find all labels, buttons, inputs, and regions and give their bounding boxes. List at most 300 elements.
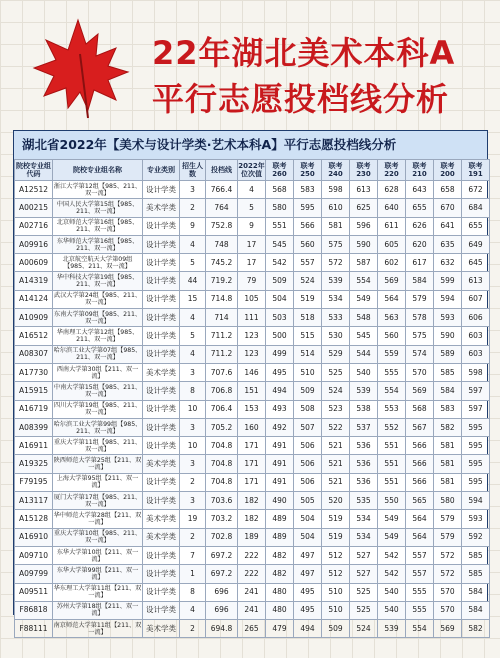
table-cell: 590 <box>434 327 462 345</box>
table-cell: 582 <box>434 418 462 436</box>
table-cell: 527 <box>350 565 378 583</box>
table-cell: 581 <box>322 217 350 235</box>
table-cell: F88111 <box>15 620 53 638</box>
table-cell: 160 <box>238 418 266 436</box>
table-cell: 570 <box>434 583 462 601</box>
table-cell: 584 <box>462 583 490 601</box>
table-cell: 578 <box>406 309 434 327</box>
table-cell: 570 <box>406 363 434 381</box>
table-cell: 4 <box>180 601 206 619</box>
table-cell: 752.8 <box>206 217 238 235</box>
table-row <box>15 309 490 327</box>
table-cell: A09916 <box>15 235 53 253</box>
table-cell: 9 <box>238 217 266 235</box>
table-cell: 540 <box>378 601 406 619</box>
table-cell: 566 <box>406 455 434 473</box>
table-cell: 554 <box>350 272 378 290</box>
table-cell: 15 <box>180 290 206 308</box>
table-cell: 华中师范大学第28组【211、双一流】 <box>53 510 143 528</box>
table-cell: 设计学类 <box>143 583 180 601</box>
table-cell: 3 <box>180 363 206 381</box>
table-cell: 589 <box>434 345 462 363</box>
table-cell: 583 <box>294 181 322 199</box>
table-cell: 533 <box>322 309 350 327</box>
table-cell: 557 <box>294 254 322 272</box>
table-cell: 哈尔滨工业大学第99组【985、211、双一流】 <box>53 418 143 436</box>
table-cell: 华东理工大学第11组【211、双一流】 <box>53 583 143 601</box>
table-cell: 设计学类 <box>143 473 180 491</box>
table-cell: A13117 <box>15 492 53 510</box>
table-cell: 3 <box>180 455 206 473</box>
table-cell: 美术学类 <box>143 528 180 546</box>
table-cell: 549 <box>350 290 378 308</box>
table-row <box>15 272 490 290</box>
table-cell: 620 <box>406 235 434 253</box>
table-cell: 613 <box>462 272 490 290</box>
table-cell: 564 <box>406 528 434 546</box>
table-cell: 479 <box>266 620 294 638</box>
table-cell: 539 <box>350 382 378 400</box>
table-cell: 上海大学第95组【211、双一流】 <box>53 473 143 491</box>
table-row <box>15 254 490 272</box>
table-cell: 581 <box>434 473 462 491</box>
table-cell: 635 <box>434 235 462 253</box>
table-cell: 572 <box>322 254 350 272</box>
table-cell: 581 <box>434 455 462 473</box>
table-cell: 508 <box>294 400 322 418</box>
table-cell: 5 <box>238 199 266 217</box>
table-cell: 555 <box>406 601 434 619</box>
table-cell: A16512 <box>15 327 53 345</box>
table-cell: 535 <box>350 492 378 510</box>
table-cell: 572 <box>434 565 462 583</box>
table-header-row <box>15 160 490 181</box>
table-cell: 东华大学第99组【211、双一流】 <box>53 565 143 583</box>
table-cell: 566 <box>406 473 434 491</box>
table-cell: 585 <box>462 546 490 564</box>
column-header: 联考240 <box>322 160 350 181</box>
table-cell: 5 <box>180 254 206 272</box>
table-cell: 598 <box>322 181 350 199</box>
table-cell: 494 <box>294 620 322 638</box>
table-cell: 707.6 <box>206 363 238 381</box>
table-cell: 548 <box>350 309 378 327</box>
table-row <box>15 565 490 583</box>
table-cell: 504 <box>266 290 294 308</box>
table-cell: 设计学类 <box>143 601 180 619</box>
table-cell: 585 <box>462 565 490 583</box>
table-cell: 设计学类 <box>143 565 180 583</box>
table-cell: 518 <box>294 309 322 327</box>
table-cell: 595 <box>462 473 490 491</box>
table-row <box>15 455 490 473</box>
table-cell: 590 <box>350 235 378 253</box>
table-cell: 华南理工大学第12组【985、211、双一流】 <box>53 327 143 345</box>
table-cell: 658 <box>434 181 462 199</box>
table-cell: 设计学类 <box>143 290 180 308</box>
table-cell: 566 <box>294 217 322 235</box>
table-cell: 8 <box>180 583 206 601</box>
table-cell: 603 <box>462 327 490 345</box>
table-cell: 4 <box>180 345 206 363</box>
table-cell: A16910 <box>15 528 53 546</box>
table-cell: 西南大学第30组【211、双一流】 <box>53 363 143 381</box>
table-cell: 670 <box>434 199 462 217</box>
table-cell: 641 <box>434 217 462 235</box>
table-row <box>15 217 490 235</box>
column-header: 联考210 <box>406 160 434 181</box>
table-cell: 171 <box>238 473 266 491</box>
table-cell: 554 <box>406 620 434 638</box>
column-header: 联考250 <box>294 160 322 181</box>
table-cell: 719.2 <box>206 272 238 290</box>
table-cell: 705.2 <box>206 418 238 436</box>
table-cell: 595 <box>462 418 490 436</box>
table-title: 湖北省2022年【美术与设计学类·艺术本科A】平行志愿投档线分析 <box>14 131 487 159</box>
table-cell: 593 <box>434 309 462 327</box>
table-cell: 4 <box>238 181 266 199</box>
table-cell: 495 <box>294 583 322 601</box>
table-cell: 714.8 <box>206 290 238 308</box>
table-cell: 745.2 <box>206 254 238 272</box>
table-cell: 489 <box>266 510 294 528</box>
table-cell: 563 <box>378 309 406 327</box>
table-cell: 美术学类 <box>143 620 180 638</box>
table-cell: 575 <box>322 235 350 253</box>
table-cell: 766.4 <box>206 181 238 199</box>
table-cell: 10 <box>180 437 206 455</box>
table-cell: 569 <box>406 382 434 400</box>
table-cell: 520 <box>322 492 350 510</box>
table-cell: 564 <box>378 290 406 308</box>
table-cell: 706.8 <box>206 382 238 400</box>
table-cell: 陕西师范大学第25组【211、双一流】 <box>53 455 143 473</box>
table-cell: 595 <box>462 437 490 455</box>
table-cell: 584 <box>434 382 462 400</box>
table-cell: 579 <box>406 290 434 308</box>
table-cell: 中南大学第15组【985、211、双一流】 <box>53 382 143 400</box>
table-cell: 2 <box>180 528 206 546</box>
table-cell: 506 <box>294 473 322 491</box>
table-cell: 519 <box>322 528 350 546</box>
table-cell: 748 <box>206 235 238 253</box>
table-cell: 1 <box>180 565 206 583</box>
table-cell: 555 <box>378 363 406 381</box>
table-cell: 503 <box>266 309 294 327</box>
table-cell: 632 <box>434 254 462 272</box>
table-row <box>15 418 490 436</box>
column-header: 专业类别 <box>143 160 180 181</box>
table-cell: 704.8 <box>206 473 238 491</box>
table-cell: 560 <box>378 327 406 345</box>
table-cell: 512 <box>322 565 350 583</box>
table-cell: 534 <box>350 528 378 546</box>
table-cell: 569 <box>434 620 462 638</box>
table-cell: 499 <box>266 345 294 363</box>
table-cell: A15128 <box>15 510 53 528</box>
table-cell: 568 <box>266 181 294 199</box>
table-cell: 585 <box>434 363 462 381</box>
table-row <box>15 235 490 253</box>
table-cell: 697.2 <box>206 565 238 583</box>
table-cell: 482 <box>266 546 294 564</box>
table-cell: 设计学类 <box>143 272 180 290</box>
table-cell: A02716 <box>15 217 53 235</box>
table-cell: 554 <box>378 382 406 400</box>
table-cell: A08399 <box>15 418 53 436</box>
table-cell: 495 <box>266 363 294 381</box>
table-cell: 525 <box>350 583 378 601</box>
table-cell: 607 <box>462 290 490 308</box>
table-cell: 582 <box>462 620 490 638</box>
table-cell: 506 <box>294 455 322 473</box>
table-cell: 575 <box>406 327 434 345</box>
table-cell: 584 <box>406 272 434 290</box>
table-cell: 7 <box>180 546 206 564</box>
table-cell: A14124 <box>15 290 53 308</box>
table-cell: 设计学类 <box>143 217 180 235</box>
table-cell: 重庆大学第10组【985、211、双一流】 <box>53 528 143 546</box>
table-cell: 696 <box>206 583 238 601</box>
table-cell: 552 <box>378 418 406 436</box>
table-cell: 苏州大学第18组【211、双一流】 <box>53 601 143 619</box>
table-cell: 519 <box>322 510 350 528</box>
table-cell: 655 <box>462 217 490 235</box>
table-cell: 2 <box>180 199 206 217</box>
table-cell: A08307 <box>15 345 53 363</box>
table-cell: 设计学类 <box>143 382 180 400</box>
table-cell: 550 <box>378 492 406 510</box>
table-cell: 507 <box>294 418 322 436</box>
table-cell: F79195 <box>15 473 53 491</box>
table-cell: 613 <box>350 181 378 199</box>
table-row <box>15 382 490 400</box>
table-cell: 美术学类 <box>143 199 180 217</box>
table-cell: 605 <box>378 235 406 253</box>
table-cell: 241 <box>238 583 266 601</box>
table-cell: 536 <box>350 455 378 473</box>
table-cell: 551 <box>378 437 406 455</box>
table-cell: 522 <box>322 418 350 436</box>
maple-leaf-icon <box>28 14 138 124</box>
table-cell: 525 <box>322 363 350 381</box>
table-cell: 549 <box>378 510 406 528</box>
table-cell: 593 <box>462 510 490 528</box>
table-cell: 105 <box>238 290 266 308</box>
table-cell: 684 <box>462 199 490 217</box>
column-header: 招生人数 <box>180 160 206 181</box>
table-cell: 592 <box>462 528 490 546</box>
table-cell: F86818 <box>15 601 53 619</box>
table-cell: 123 <box>238 345 266 363</box>
table-cell: 581 <box>434 437 462 455</box>
table-cell: 171 <box>238 455 266 473</box>
table-row <box>15 199 490 217</box>
table-row <box>15 437 490 455</box>
table-cell: 480 <box>266 601 294 619</box>
table-cell: 厦门大学第17组【985、211、双一流】 <box>53 492 143 510</box>
table-cell: 151 <box>238 382 266 400</box>
table-cell: 中国人民大学第15组【985、211、双一流】 <box>53 199 143 217</box>
table-cell: 492 <box>266 418 294 436</box>
table-cell: 540 <box>378 583 406 601</box>
table-cell: 649 <box>462 235 490 253</box>
table-cell: 504 <box>294 528 322 546</box>
table-cell: 598 <box>462 363 490 381</box>
table-row <box>15 510 490 528</box>
table-cell: 606 <box>462 309 490 327</box>
column-header: 联考191 <box>462 160 490 181</box>
table-cell: 703.2 <box>206 510 238 528</box>
table-cell: 587 <box>350 254 378 272</box>
table-cell: 524 <box>322 382 350 400</box>
column-header: 联考200 <box>434 160 462 181</box>
table-cell: 153 <box>238 400 266 418</box>
table-cell: 704.8 <box>206 437 238 455</box>
table-cell: 514 <box>294 345 322 363</box>
table-cell: 222 <box>238 565 266 583</box>
table-cell: 706.4 <box>206 400 238 418</box>
table-cell: 645 <box>462 254 490 272</box>
table-row <box>15 181 490 199</box>
table-cell: 568 <box>406 400 434 418</box>
table-row <box>15 290 490 308</box>
table-cell: 583 <box>434 400 462 418</box>
table-cell: 495 <box>294 601 322 619</box>
table-cell: 567 <box>406 418 434 436</box>
table-cell: A00609 <box>15 254 53 272</box>
table-cell: 549 <box>378 528 406 546</box>
table-cell: 551 <box>378 473 406 491</box>
table-cell: 696 <box>206 601 238 619</box>
table-cell: 504 <box>294 510 322 528</box>
page-title-line2: 平行志愿投档线分析 <box>152 80 450 118</box>
table-cell: 544 <box>350 345 378 363</box>
table-cell: 146 <box>238 363 266 381</box>
table-row <box>15 473 490 491</box>
table-cell: 哈尔滨工业大学第07组【985、211、双一流】 <box>53 345 143 363</box>
table-row <box>15 345 490 363</box>
table-cell: 东华师范大学第16组【985、211、双一流】 <box>53 235 143 253</box>
table-cell: 569 <box>378 272 406 290</box>
table-cell: 四川大学第19组【985、211、双一流】 <box>53 400 143 418</box>
column-header: 院校专业组名称 <box>53 160 143 181</box>
table-cell: 491 <box>266 473 294 491</box>
table-cell: 542 <box>378 565 406 583</box>
table-cell: 武汉大学第24组【985、211、双一流】 <box>53 290 143 308</box>
table-row <box>15 528 490 546</box>
table-cell: A17730 <box>15 363 53 381</box>
table-cell: 570 <box>434 601 462 619</box>
table-cell: 524 <box>350 620 378 638</box>
table-cell: 597 <box>462 382 490 400</box>
column-header: 投档线 <box>206 160 238 181</box>
table-cell: 509 <box>322 620 350 638</box>
table-cell: 596 <box>350 217 378 235</box>
table-row <box>15 601 490 619</box>
table-cell: 设计学类 <box>143 254 180 272</box>
table-cell: 南京师范大学第11组【211、双一流】 <box>53 620 143 638</box>
table-cell: 44 <box>180 272 206 290</box>
table-cell: 4 <box>180 309 206 327</box>
score-table <box>14 159 490 638</box>
table-cell: 17 <box>238 235 266 253</box>
table-cell: 580 <box>266 199 294 217</box>
table-cell: 542 <box>266 254 294 272</box>
table-cell: 美术学类 <box>143 510 180 528</box>
table-cell: 536 <box>350 473 378 491</box>
table-cell: A12512 <box>15 181 53 199</box>
table-cell: 509 <box>294 382 322 400</box>
table-cell: 603 <box>462 345 490 363</box>
table-cell: 594 <box>434 290 462 308</box>
table-cell: 560 <box>294 235 322 253</box>
table-cell: 北京师范大学第16组【985、211、双一流】 <box>53 217 143 235</box>
table-cell: 111 <box>238 309 266 327</box>
table-cell: 设计学类 <box>143 492 180 510</box>
table-cell: 564 <box>406 510 434 528</box>
table-cell: 704.8 <box>206 455 238 473</box>
table-cell: 美术学类 <box>143 363 180 381</box>
table-cell: 524 <box>294 272 322 290</box>
table-cell: 482 <box>266 565 294 583</box>
table-cell: 182 <box>238 510 266 528</box>
table-cell: 480 <box>266 583 294 601</box>
table-cell: A09511 <box>15 583 53 601</box>
table-cell: 655 <box>406 199 434 217</box>
table-cell: 512 <box>322 546 350 564</box>
table-cell: 515 <box>294 327 322 345</box>
table-cell: 538 <box>350 400 378 418</box>
table-cell: 设计学类 <box>143 309 180 327</box>
table-cell: A14319 <box>15 272 53 290</box>
table-cell: 510 <box>322 583 350 601</box>
table-cell: 628 <box>378 181 406 199</box>
table-cell: 东南大学第09组【985、211、双一流】 <box>53 309 143 327</box>
table-cell: 521 <box>322 473 350 491</box>
table-cell: 553 <box>378 400 406 418</box>
table-cell: 9 <box>180 217 206 235</box>
table-cell: 509 <box>266 272 294 290</box>
table-cell: A09799 <box>15 565 53 583</box>
table-row <box>15 400 490 418</box>
table-cell: 694.8 <box>206 620 238 638</box>
table-cell: 222 <box>238 546 266 564</box>
table-cell: 设计学类 <box>143 400 180 418</box>
table-cell: 123 <box>238 327 266 345</box>
table-cell: 579 <box>434 510 462 528</box>
table-cell: A00215 <box>15 199 53 217</box>
table-cell: 572 <box>434 546 462 564</box>
table-cell: 714 <box>206 309 238 327</box>
table-cell: 79 <box>238 272 266 290</box>
table-cell: 530 <box>322 327 350 345</box>
column-header: 联考220 <box>378 160 406 181</box>
table-cell: 510 <box>294 363 322 381</box>
table-cell: 3 <box>180 418 206 436</box>
table-cell: 537 <box>350 418 378 436</box>
table-cell: 241 <box>238 601 266 619</box>
table-cell: 设计学类 <box>143 327 180 345</box>
page-title-line1: 22年湖北美术本科A <box>152 34 456 72</box>
table-cell: 557 <box>406 546 434 564</box>
table-cell: 539 <box>322 272 350 290</box>
table-cell: 浙江大学第12组【985、211、双一流】 <box>53 181 143 199</box>
table-row <box>15 492 490 510</box>
table-cell: 626 <box>406 217 434 235</box>
table-row <box>15 583 490 601</box>
table-cell: 265 <box>238 620 266 638</box>
